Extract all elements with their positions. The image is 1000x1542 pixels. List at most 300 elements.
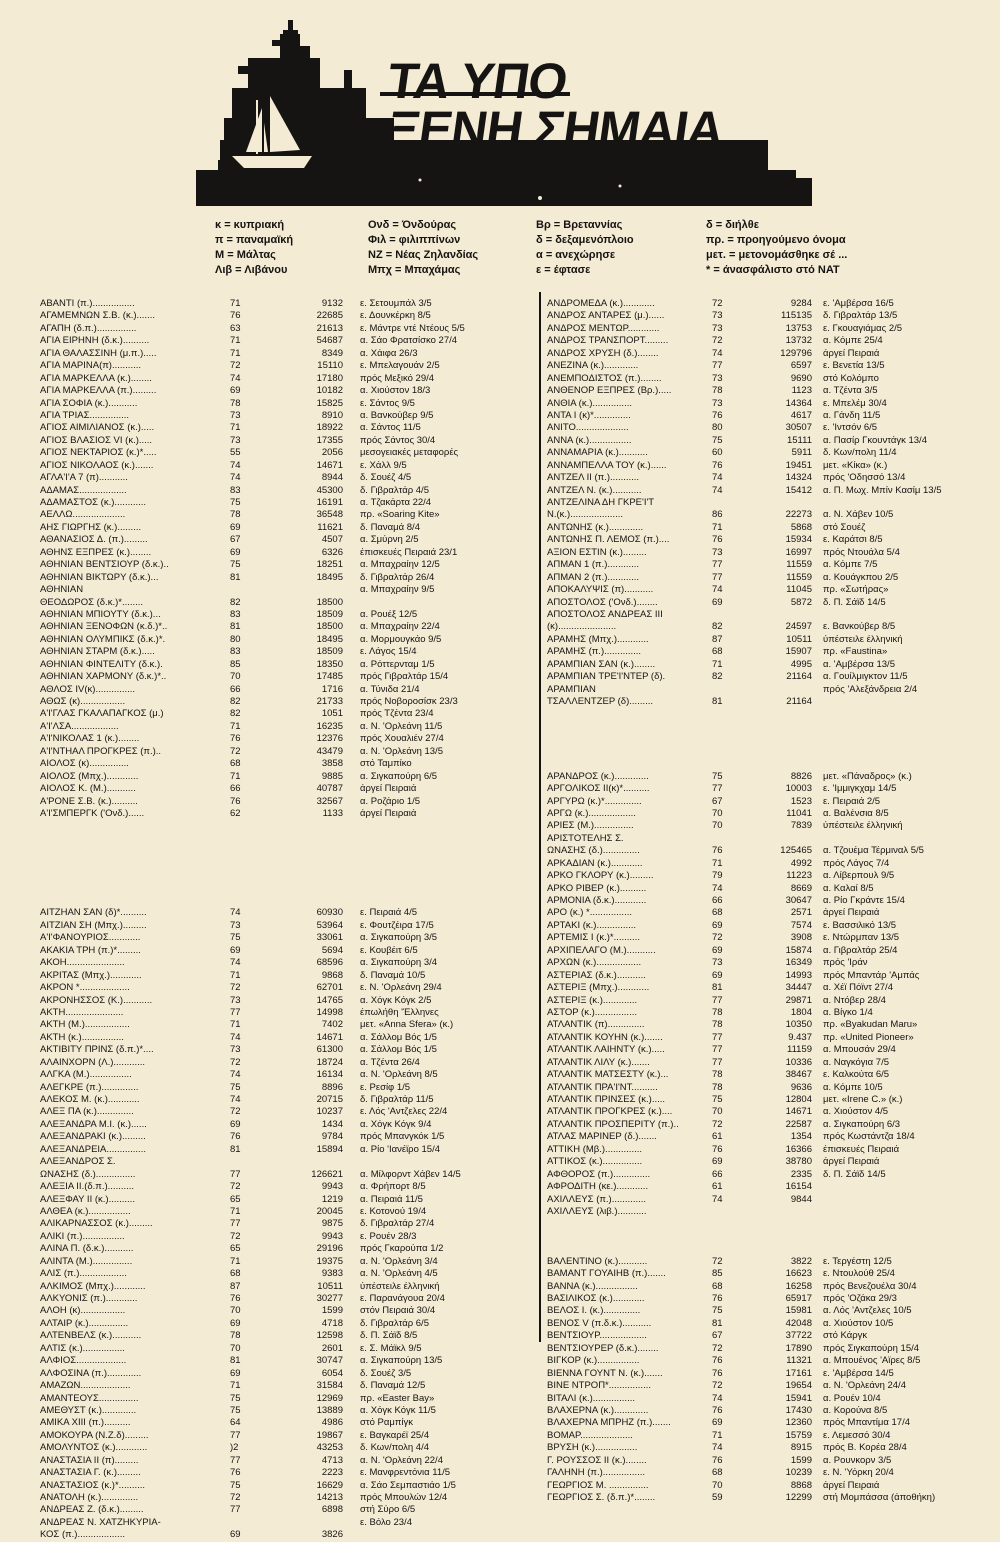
ship-row [40, 1243, 535, 1255]
ship-year: 76 [712, 1454, 723, 1466]
ship-tonnage: 4986 [321, 1417, 343, 1429]
ship-name: ΑΡΚΟ ΡΙΒΕΡ (κ.).......... [547, 882, 647, 894]
ship-row [547, 1442, 997, 1454]
ship-status: ε. Ντώρμπαν 13/5 [823, 932, 900, 944]
ship-name: ΑΛΕΞ ΠΑ (κ.).............. [40, 1106, 134, 1118]
ship-year: 77 [712, 360, 723, 372]
ship-year: 59 [712, 1492, 723, 1503]
ship-name: ΑΡΙΕΣ (Μ.)............... [547, 820, 634, 832]
ship-tonnage: 5868 [790, 521, 812, 533]
ship-tonnage: 14671 [785, 1106, 812, 1118]
ship-row [40, 957, 535, 969]
ship-status: πρός Μπαντάρ 'Αμπάς [823, 969, 920, 981]
ship-year: 82 [712, 621, 723, 633]
ship-row [40, 1007, 535, 1019]
ship-row [40, 1380, 535, 1392]
ship-status: πρός Βενεζουέλα 30/4 [823, 1280, 917, 1292]
ship-name: ΑΝΔΡΟΜΕΔΑ (κ.)............ [547, 298, 655, 309]
ship-tonnage: 18495 [316, 633, 343, 645]
ship-name: ΑΠΟΚΑΛΥΨΙΣ (π)........... [547, 584, 654, 596]
ship-name: ΑΛΦΙΟΣ................... [40, 1355, 127, 1367]
ship-name: ΑΦΘΟΡΟΣ (π.).............. [547, 1168, 651, 1180]
ship-year: 68 [712, 907, 723, 919]
ship-row [40, 572, 535, 584]
ship-row [547, 1467, 997, 1479]
ship-status: άργεί Πειραιά [823, 1156, 880, 1168]
ship-year: 72 [712, 1342, 723, 1354]
ship-row [40, 621, 535, 633]
ship-name: ΑΡΑΝΔΡΟΣ (κ.)............. [547, 770, 649, 782]
ship-tonnage: 4507 [321, 534, 343, 546]
ship-name: ΑΡΚΟ ΓΚΛΟΡΥ (κ.)......... [547, 870, 654, 882]
ship-tonnage: 18509 [316, 646, 343, 658]
ship-name: ΒΙΕΝΝΑ ΓΟΥΝΤ Ν. (κ.)....... [547, 1367, 663, 1379]
ship-name: ΑΓΙΑ ΤΡΙΑΣ............... [40, 409, 130, 421]
ship-row [40, 696, 535, 708]
ship-tonnage: 11321 [786, 1355, 812, 1367]
ship-row [40, 907, 535, 919]
ship-row [547, 1417, 997, 1429]
ship-status: ε. Μανφρεντόνια 11/5 [360, 1467, 451, 1479]
ship-row [547, 671, 997, 683]
ship-status: ύπέστειλε έλληνική [823, 820, 903, 832]
ship-year: 64 [230, 1417, 241, 1429]
ship-year: 72 [712, 1255, 723, 1267]
ship-row [547, 1057, 997, 1069]
ship-tonnage: 43479 [316, 745, 343, 757]
ship-status: ε. Βασσιλικό 13/5 [823, 919, 897, 931]
ship-status: πρός Τζέντα 23/4 [360, 708, 434, 720]
ship-name: ΑΝΕΜΠΟΔΙΣΤΟΣ (π.)........ [547, 372, 662, 384]
ship-row [40, 447, 535, 459]
ship-row [40, 646, 535, 658]
ship-row [547, 609, 997, 621]
ship-status: α. Μπουένος 'Αϊρες 8/5 [823, 1355, 921, 1367]
ship-year: 74 [230, 1069, 241, 1081]
ship-tonnage: 9132 [321, 298, 343, 309]
ship-year: 73 [230, 919, 241, 931]
ship-tonnage: 16258 [785, 1280, 812, 1292]
ship-year: 71 [230, 335, 241, 347]
ship-tonnage: 62701 [316, 982, 343, 994]
ship-row [40, 721, 535, 733]
ship-year: 72 [230, 1106, 241, 1118]
ship-name: ΑΠΟΣΤΟΛΟΣ ΑΝΔΡΕΑΣ ΙΙΙ [547, 608, 663, 620]
ship-year: 61 [712, 1131, 723, 1143]
ship-year: 77 [230, 1006, 241, 1018]
ship-tonnage: 4718 [321, 1317, 343, 1329]
column-divider [539, 292, 541, 1342]
ship-name: ΑΤΛΑΝΤΙΚ ΚΟΥΗΝ (κ.)....... [547, 1031, 663, 1043]
ship-row [40, 970, 535, 982]
ship-row [40, 1355, 535, 1367]
ship-tonnage: 18922 [316, 422, 343, 434]
ship-row [40, 1368, 535, 1380]
ship-name: ΒΟΜΑΡ.................... [547, 1429, 633, 1441]
ship-tonnage: 4713 [321, 1454, 343, 1466]
ship-name: ΑΘΗΝΣ ΕΞΠΡΕΣ (κ.)........ [40, 546, 152, 558]
ship-status: α. Σιγκαπούρη 3/5 [360, 932, 438, 944]
ship-tonnage: 6326 [321, 546, 343, 558]
ship-year: 76 [230, 795, 241, 807]
ship-year: 70 [230, 1342, 241, 1354]
ship-status: α. Χάιφα 26/3 [360, 347, 418, 359]
ship-year: 81 [230, 1355, 241, 1367]
ship-name: ΑΤΛΑΝΤΙΚ ΜΑΤΣΕΣΤΥ (κ.)... [547, 1069, 669, 1081]
ship-year: 65 [230, 1193, 241, 1205]
ship-name: ΒΙΝΕ ΝΤΡΟΠ*................ [547, 1380, 651, 1392]
ship-year: 77 [712, 783, 723, 795]
ship-status: ε. Ρεσίφ 1/5 [360, 1081, 411, 1093]
ship-name: ΑΙΤΖΙΑΝ ΣΗ (Μπχ.)......... [40, 919, 147, 931]
ship-name: ΑΡΑΜΠΙΑΝ ΤΡΕ'Ι'ΝΤΕΡ (δ). [547, 671, 666, 683]
ship-year: 77 [230, 1168, 241, 1180]
ship-tonnage: 15981 [785, 1305, 812, 1317]
ship-year: 85 [230, 658, 241, 670]
ship-row [40, 1330, 535, 1342]
ship-tonnage: 43253 [316, 1442, 343, 1454]
ship-row [40, 373, 535, 385]
ship-name: ΑΘΗΝΙΑΝ ΦΙΝΤΕΛΙΤΥ (δ.κ.). [40, 658, 163, 670]
ship-year: 76 [712, 409, 723, 421]
ship-row [40, 1231, 535, 1243]
ship-tonnage: 12376 [316, 733, 343, 745]
ship-row [547, 509, 997, 521]
ship-row [40, 509, 535, 521]
ship-name: ΑΓΙΑ ΕΙΡΗΝΗ (δ.κ.).......... [40, 335, 150, 347]
ship-name: ΑΜΑΖΩΝ................... [40, 1380, 131, 1392]
ship-name: ΒΙΤΑΛΙ (κ.)................ [547, 1392, 635, 1404]
ship-year: 74 [230, 372, 241, 384]
ship-name: ΒΕΝΟΣ V (π.δ.κ.)........... [547, 1317, 652, 1329]
ship-tonnage: 2335 [790, 1168, 812, 1180]
legend-entry: πρ. = προηγούμενο όνομα [706, 234, 846, 246]
ship-year: 73 [712, 397, 723, 409]
ship-row [547, 808, 997, 820]
ship-status: α. Σιγκαπούρη 13/5 [360, 1355, 443, 1367]
ship-year: 61 [712, 1181, 723, 1193]
ship-status: άργεί Πειραιά [823, 907, 880, 919]
ship-year: 77 [712, 559, 723, 571]
ship-row [547, 559, 997, 571]
ship-status: πρ. «Easter Bay» [360, 1392, 435, 1404]
ship-year: 76 [712, 845, 723, 857]
ship-row [547, 920, 997, 932]
ship-year: 81 [230, 1143, 241, 1155]
ship-name: ΑΘΗΝΙΑΝ ΒΕΝΤΣΙΟΥΡ (δ.κ.).. [40, 559, 169, 571]
ship-name: ΑΝΔΡΟΣ ΤΡΑΝΣΠΟΡΤ......... [547, 335, 669, 347]
ship-row [547, 597, 997, 609]
ship-tonnage: 45300 [316, 484, 343, 496]
ship-year: 66 [230, 683, 241, 695]
ship-year: 74 [230, 907, 241, 919]
ship-status: ε. 'Ιμμιγκχαμ 14/5 [823, 783, 897, 795]
ship-status: ε. 'Αμβέρσα 14/5 [823, 1367, 894, 1379]
ship-year: 77 [230, 1504, 241, 1516]
ship-tonnage: 2571 [790, 907, 812, 919]
ship-row [40, 398, 535, 410]
ship-status: ε. Βαγκαρέϊ 25/4 [360, 1429, 430, 1441]
legend-entry: Φιλ = φιλιππίνων [368, 234, 461, 246]
ship-year: 60 [712, 447, 723, 459]
ship-name: ΑΛΚΙΜΟΣ (Μπχ.)............ [40, 1280, 146, 1292]
ship-year: 78 [712, 1069, 723, 1081]
ship-name: ΑΙΟΛΟΣ (κ)............... [40, 758, 129, 770]
ship-name: ΑΝΔΡΟΣ ΑΝΤΑΡΕΣ (μ.)...... [547, 310, 665, 322]
ship-row [547, 1206, 997, 1218]
ship-year: 81 [712, 982, 723, 994]
ship-row [547, 1082, 997, 1094]
ship-name: ΑΓΙΟΣ ΝΙΚΟΛΑΟΣ (κ.)....... [40, 459, 154, 471]
ship-tonnage: 17161 [785, 1367, 812, 1379]
ship-status: ε. Ν. 'Υόρκη 20/4 [823, 1467, 894, 1479]
ship-tonnage: 4617 [790, 409, 812, 421]
ship-status: άργεί Πειραιά [360, 807, 417, 819]
ship-year: 71 [712, 857, 723, 869]
ship-name: ΒΕΝΤΣΙΟΥΡΕΡ (δ.κ.)........ [547, 1342, 659, 1354]
ship-row [547, 385, 997, 397]
ship-tonnage: 6898 [321, 1504, 343, 1516]
ship-row [547, 1119, 997, 1131]
ship-row [40, 547, 535, 559]
ship-row [40, 1492, 535, 1504]
ship-tonnage: 30277 [316, 1293, 343, 1304]
ship-row [547, 858, 997, 870]
ship-status: πρός Μπουλών 12/4 [360, 1492, 448, 1503]
ship-year: 69 [230, 1118, 241, 1130]
ship-row [40, 1393, 535, 1405]
ship-name: ΑΤΛΑΣ ΜΑΡΙΝΕΡ (δ.)....... [547, 1131, 657, 1143]
ship-status: πρός Μπαντίμα 17/4 [823, 1417, 910, 1429]
ship-year: 69 [712, 1417, 723, 1429]
ship-name: ΑΓΙΟΣ ΒΛΑΣΙΟΣ VI (κ.)..... [40, 434, 153, 446]
ship-status: ε. Φουτζέιρα 17/5 [360, 919, 434, 931]
ship-name: ΒΑΛΕΝΤΙΝΟ (κ.)........... [547, 1255, 648, 1267]
ship-status: α. Βαλένσια 8/5 [823, 807, 889, 819]
ship-year: 72 [230, 1230, 241, 1242]
ship-name: ΑΒΑΝΤΙ (π.)................ [40, 298, 135, 309]
ship-name: ΑΔΑΜΑΣΤΟΣ (κ.)............ [40, 497, 147, 508]
ship-status: α. Τζέντα 26/4 [360, 1056, 420, 1068]
ship-row [40, 1480, 535, 1492]
ship-row [547, 460, 997, 472]
ship-name: ΘΕΟΔΩΡΟΣ (δ.κ.)*........ [40, 596, 144, 608]
ship-row [547, 995, 997, 1007]
spacer [40, 833, 535, 845]
ship-row [40, 1106, 535, 1118]
ship-year: 70 [712, 1106, 723, 1118]
ship-row [547, 634, 997, 646]
ship-status: ε. Μπελαγουάν 2/5 [360, 360, 440, 372]
ship-name: ΒΑΝΝΑ (κ.)................ [547, 1280, 638, 1292]
ship-status: μετ. «Anna Sfera» (κ.) [360, 1019, 454, 1031]
ship-name: ΩΝΑΣΗΣ (δ.)............... [40, 1168, 136, 1180]
ship-name: ΑΘΗΝΙΑΝ ΜΠΙΟΥΤΥ (δ.κ.)... [40, 608, 161, 620]
ship-status: α. Σμύρνη 2/5 [360, 534, 419, 546]
ship-year: 81 [230, 571, 241, 583]
ship-name: ΑΡΤΕΜΙΣ Ι (κ.)*.......... [547, 932, 640, 944]
ship-name: ΑΝΝΑ (κ.)................ [547, 434, 632, 446]
ship-tonnage: 14324 [785, 472, 812, 484]
ship-tonnage: 5911 [791, 447, 812, 459]
ship-year: 75 [230, 932, 241, 944]
ship-status: πρός 'Οζάκα 29/3 [823, 1293, 897, 1304]
spacer [547, 1243, 997, 1255]
legend-entry: δ = δεξαμενόπλοιο [536, 234, 634, 246]
ship-status: α. Ρουέξ 12/5 [360, 608, 418, 620]
ship-year: 71 [712, 658, 723, 670]
ship-tonnage: 11041 [786, 807, 812, 819]
ship-name: ΑΛΤΙΣ (κ.)................ [40, 1342, 125, 1354]
ship-year: 68 [712, 646, 723, 658]
ship-tonnage: 4992 [790, 857, 812, 869]
ship-row [40, 1529, 535, 1541]
ship-tonnage: 15759 [785, 1429, 812, 1441]
ship-status: ε. Ντουλούθ 25/4 [823, 1268, 895, 1280]
ship-tonnage: 126621 [311, 1168, 343, 1180]
ship-tonnage: 65917 [785, 1293, 812, 1304]
ship-tonnage: 8915 [790, 1442, 812, 1454]
ship-year: 67 [230, 534, 241, 546]
ship-year: 75 [712, 434, 723, 446]
ship-tonnage: 16349 [785, 957, 812, 969]
ship-name: ΑΙΟΛΟΣ (Μπχ.)............ [40, 770, 139, 782]
ship-name: ΑΡΑΜΠΙΑΝ [547, 683, 596, 695]
ship-year: 76 [230, 733, 241, 745]
ship-status: ε. Λός 'Αντζελες 22/4 [360, 1106, 448, 1118]
ship-tonnage: 14364 [785, 397, 812, 409]
ship-name: ΑΣΤΕΡΙΑΣ (δ.κ.)........... [547, 969, 646, 981]
ship-tonnage: 38467 [785, 1069, 812, 1081]
ship-tonnage: 15412 [785, 484, 812, 496]
ship-tonnage: 9844 [790, 1193, 812, 1205]
ship-year: 68 [712, 1467, 723, 1479]
ship-list-left [40, 298, 535, 1542]
ship-year: 71 [230, 298, 241, 309]
ship-year: 76 [230, 1467, 241, 1479]
ship-tonnage: 17890 [785, 1342, 812, 1354]
ship-status: α. Βίγκο 1/4 [823, 1006, 873, 1018]
ship-status: μετ. «Irene C.» (κ.) [823, 1094, 903, 1105]
ship-tonnage: 20045 [316, 1205, 343, 1217]
ship-year: 74 [712, 347, 723, 359]
ship-status: α. Χέϊ Πόϊντ 27/4 [823, 982, 893, 994]
ship-row [547, 696, 997, 708]
ship-tonnage: 5694 [321, 944, 343, 956]
ship-name: ΒΕΝΤΣΙΟΥΡ.................. [547, 1330, 647, 1342]
ship-row [547, 1380, 997, 1392]
ship-tonnage: 13753 [785, 322, 812, 334]
ship-tonnage: 30647 [785, 895, 812, 906]
ship-row [40, 1044, 535, 1056]
ship-status: πρ. «United Pioneer» [823, 1031, 914, 1043]
ship-row [547, 646, 997, 658]
ship-status: δ. Γιβραλτάρ 26/4 [360, 571, 435, 583]
ship-row [547, 982, 997, 994]
ship-year: 76 [712, 1367, 723, 1379]
ship-name: ΑΤΛΑΝΤΙΚ (π).............. [547, 1019, 645, 1031]
ship-row [547, 584, 997, 596]
ship-status: α. Κουάγκπου 2/5 [823, 571, 899, 583]
ship-name: ΒΑΜΑΝΤ ΓΟΥΑΙΗΒ (π.)....... [547, 1268, 666, 1280]
ship-name: ΑΛΙΝΤΑ (Μ.)............... [40, 1255, 133, 1267]
ship-name: ΒΛΑΧΕΡΝΑ ΜΠΡΗΖ (π.)....... [547, 1417, 671, 1429]
legend-entry: ε = έφτασε [536, 264, 591, 276]
ship-tonnage: 10511 [317, 1280, 343, 1292]
ship-status: ε. Βανκούβερ 8/5 [823, 621, 896, 633]
ship-status: μετ. «Κίκα» (κ.) [823, 459, 888, 471]
ship-status: ε. 'Ιντσόν 6/5 [823, 422, 878, 434]
ship-name: ΑΔΑΜΑΣ.................. [40, 484, 127, 496]
ship-status: άργεί Πειραιά [823, 347, 880, 359]
ship-name: ΑΧΙΛΛΕΥΣ (π.)............. [547, 1193, 647, 1205]
ship-row [547, 485, 997, 497]
ship-row [547, 870, 997, 882]
ship-status: α. Ν. 'Ορλεάνη 8/5 [360, 1069, 438, 1081]
ship-status: α. Τύνιδα 21/4 [360, 683, 420, 695]
ship-status: πρός Κωστάντζα 18/4 [823, 1131, 915, 1143]
ship-tonnage: 1133 [322, 807, 343, 819]
ship-name: Α'ΡΟΝΕ Σ.Β. (κ.).......... [40, 795, 138, 807]
ship-name: ΑΛΓΚΑ (Μ.)................ [40, 1069, 132, 1081]
spacer [547, 1231, 997, 1243]
ship-name: ΑΣΤΕΡΙΞ (κ.)............. [547, 994, 638, 1006]
ship-tonnage: 8910 [321, 409, 343, 421]
ship-status: πρός Σιγκαπούρη 15/4 [823, 1342, 920, 1354]
ship-status: πρός 'Αλεξάνδρεια 2/4 [823, 683, 918, 695]
ship-tonnage: 22273 [785, 509, 812, 521]
ship-tonnage: 9284 [790, 298, 812, 309]
ship-tonnage: 60930 [316, 907, 343, 919]
ship-tonnage: 18509 [316, 608, 343, 620]
ship-status: α. Ν. 'Ορλεάνη 22/4 [360, 1454, 443, 1466]
ship-name: ΑΝΙΤΟ.................... [547, 422, 629, 434]
ship-status: ε. Λάγος 15/4 [360, 646, 417, 658]
ship-row [40, 310, 535, 322]
ship-tonnage: 21164 [786, 696, 812, 707]
ship-name: ΑΘΩΣ (κ)................. [40, 696, 126, 707]
spacer [40, 858, 535, 870]
ship-row [547, 1480, 997, 1492]
ship-status: α. Ρουέν 10/4 [823, 1392, 881, 1404]
ship-row [40, 1019, 535, 1031]
ship-tonnage: 9885 [321, 770, 343, 782]
ship-tonnage: 9.437 [788, 1031, 812, 1043]
ship-row [547, 1368, 997, 1380]
ship-name: ΑΘΗΝΙΑΝ ΒΙΚΤΩΡΥ (δ.κ.)... [40, 571, 159, 583]
ship-year: 82 [712, 671, 723, 683]
ship-status: α. Φρήπορτ 8/5 [360, 1181, 426, 1193]
ship-name: ΑΙΤΖΗΑΝ ΣΑΝ (δ)*.......... [40, 907, 147, 919]
ship-name: ΑΕΛΛΩ.................... [40, 509, 126, 521]
ship-name: ΑΓΙΟΣ ΝΕΚΤΑΡΙΟΣ (κ.)*..... [40, 447, 157, 459]
ship-name: ΒΑΣΙΛΙΚΟΣ (κ.)............ [547, 1293, 645, 1304]
ship-name: ΑΛΤΑΙΡ (κ.)............... [40, 1317, 129, 1329]
ship-status: α. Τζακάρτα 22/4 [360, 497, 432, 508]
ship-row [40, 982, 535, 994]
ship-tonnage: 14765 [316, 994, 343, 1006]
ship-tonnage: 14993 [785, 969, 812, 981]
ship-row [40, 995, 535, 1007]
ship-row [40, 1405, 535, 1417]
ship-status: πρός Νοβοροσίσκ 23/3 [360, 696, 458, 707]
ship-row [40, 1293, 535, 1305]
ship-row [40, 1119, 535, 1131]
ship-name: ΑΛΕΞΙΑ ΙΙ.(δ.π.).......... [40, 1181, 135, 1193]
ship-year: 83 [230, 484, 241, 496]
ship-status: ε. Λεμεσσό 30/4 [823, 1429, 891, 1441]
ship-status: α. Σάο Σεμπαστιάο 1/5 [360, 1479, 456, 1491]
